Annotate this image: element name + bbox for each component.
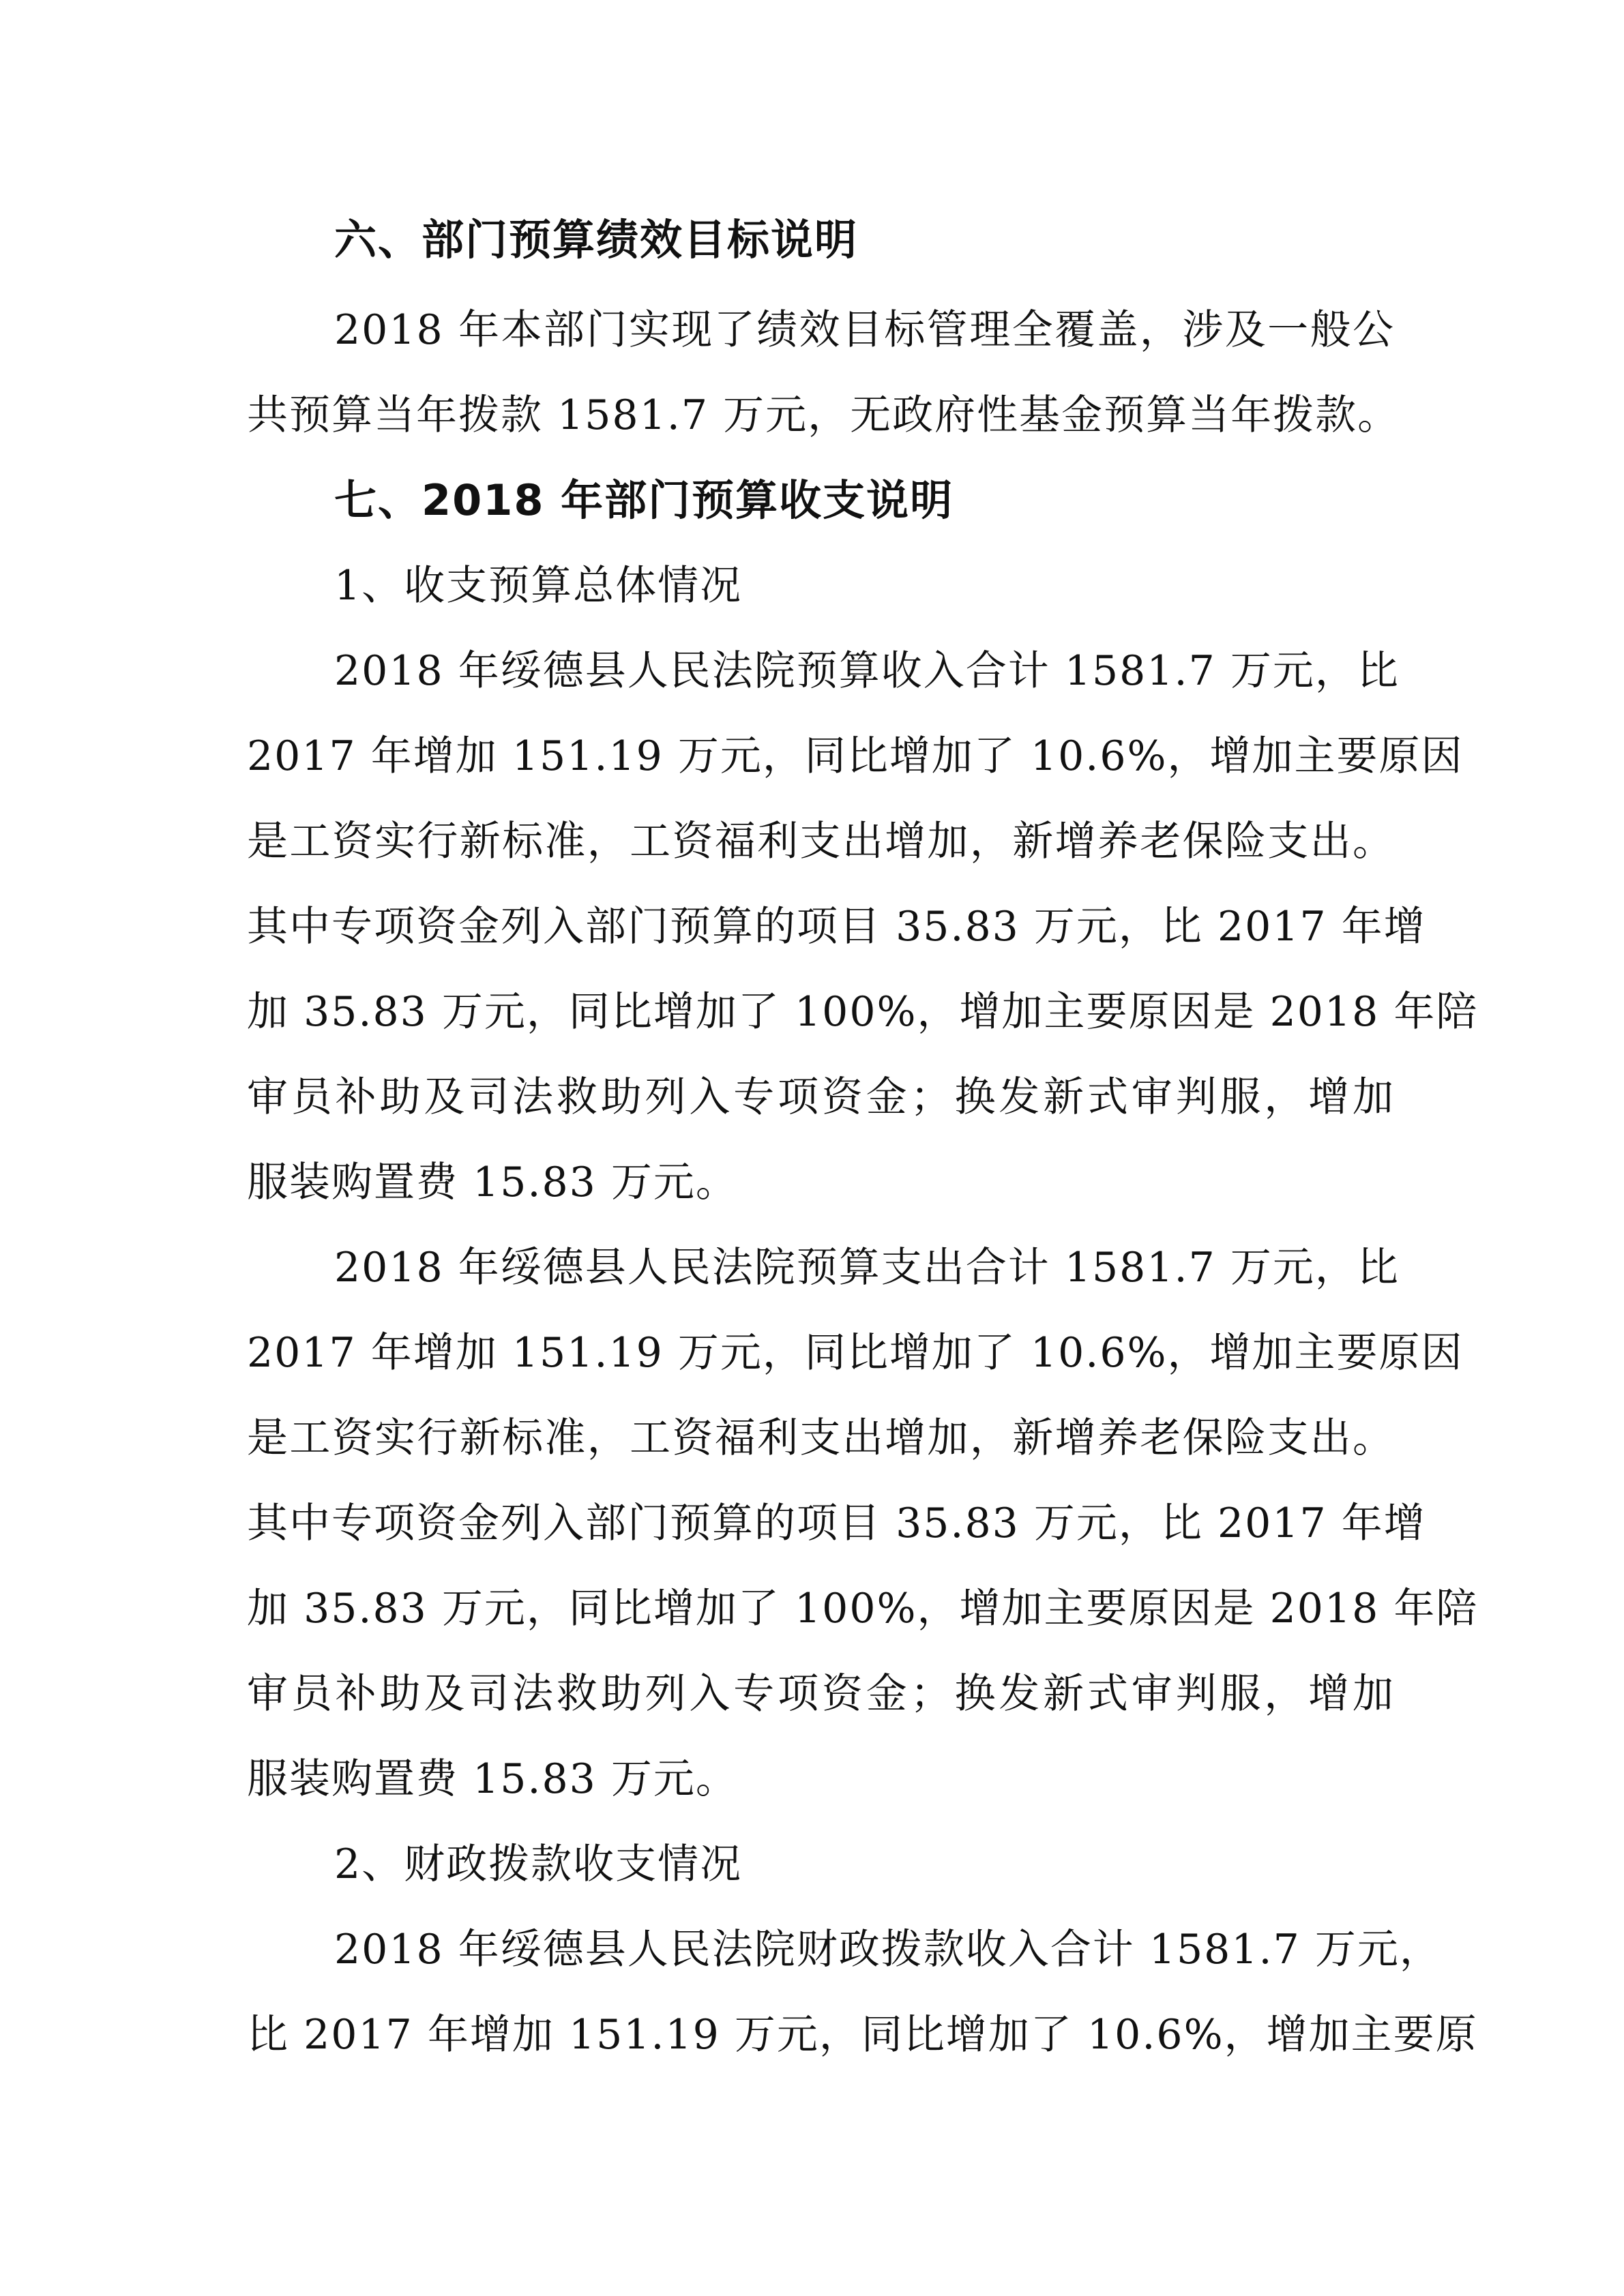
expense-line: 2017 年增加 151.19 万元，同比增加了 10.6%，增加主要原因	[247, 1329, 1464, 1377]
expense-line: 2018 年绥德县人民法院预算支出合计 1581.7 万元，比	[334, 1244, 1400, 1292]
sub1-title: 1、收支预算总体情况	[334, 562, 743, 610]
sub2-line: 比 2017 年增加 151.19 万元，同比增加了 10.6%，增加主要原	[247, 2011, 1478, 2059]
income-line: 审员补助及司法救助列入专项资金；换发新式审判服，增加	[247, 1073, 1395, 1121]
expense-line: 是工资实行新标准，工资福利支出增加，新增养老保险支出。	[247, 1414, 1395, 1462]
income-line: 2017 年增加 151.19 万元，同比增加了 10.6%，增加主要原因	[247, 732, 1464, 780]
section7-heading: 七、2018 年部门预算收支说明	[334, 475, 954, 525]
income-line: 2018 年绥德县人民法院预算收入合计 1581.7 万元，比	[334, 647, 1400, 695]
expense-line: 服装购置费 15.83 万元。	[247, 1755, 738, 1803]
section6-paragraph-line: 2018 年本部门实现了绩效目标管理全覆盖，涉及一般公	[334, 306, 1395, 354]
income-line: 是工资实行新标准，工资福利支出增加，新增养老保险支出。	[247, 818, 1395, 865]
section6-heading: 六、部门预算绩效目标说明	[334, 215, 859, 265]
sub2-title: 2、财政拨款收支情况	[334, 1840, 743, 1888]
income-line: 其中专项资金列入部门预算的项目 35.83 万元，比 2017 年增	[247, 903, 1426, 951]
income-line: 加 35.83 万元，同比增加了 100%，增加主要原因是 2018 年陪	[247, 988, 1479, 1036]
expense-line: 其中专项资金列入部门预算的项目 35.83 万元，比 2017 年增	[247, 1500, 1426, 1547]
income-line: 服装购置费 15.83 万元。	[247, 1159, 738, 1206]
expense-line: 加 35.83 万元，同比增加了 100%，增加主要原因是 2018 年陪	[247, 1585, 1479, 1632]
expense-line: 审员补助及司法救助列入专项资金；换发新式审判服，增加	[247, 1670, 1395, 1718]
section6-paragraph-line: 共预算当年拨款 1581.7 万元，无政府性基金预算当年拨款。	[247, 391, 1400, 439]
sub2-line: 2018 年绥德县人民法院财政拨款收入合计 1581.7 万元，	[334, 1926, 1442, 1973]
